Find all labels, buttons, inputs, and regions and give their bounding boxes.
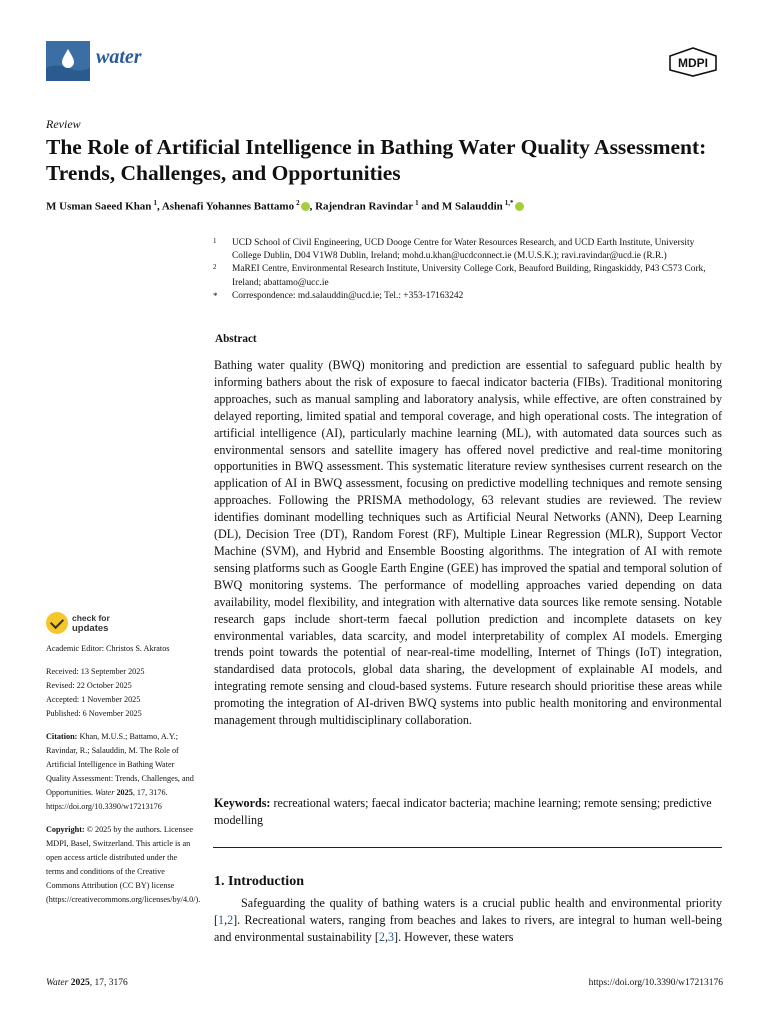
affiliation-mark: * xyxy=(213,290,218,301)
affiliation-1 xyxy=(213,237,725,263)
correspondence xyxy=(213,290,725,303)
citation-text: Khan, M.U.S.; Battamo, A.Y.; Ravindar, R.; Salauddin, M. The Role of Artificial Intelligence in Bathing Water Quality Assessment: Trends, Challenges, and Opportunities. xyxy=(46,732,194,797)
author-separator: , xyxy=(156,200,162,213)
citation-block xyxy=(46,730,196,814)
orcid-icon[interactable] xyxy=(301,202,310,211)
article-sidebar xyxy=(46,642,201,907)
affiliations xyxy=(213,237,725,303)
check-line-2: updates xyxy=(72,623,109,634)
citation-sep: , xyxy=(384,930,388,945)
author-affiliation-sup: 1 xyxy=(415,199,419,207)
intro-text-1: Safeguarding the quality of bathing waters is a crucial public health and environmental priority [ xyxy=(214,896,722,928)
water-drop-icon xyxy=(46,41,90,81)
publisher-logo[interactable] xyxy=(664,47,722,77)
citation-link[interactable]: 3 xyxy=(388,930,395,945)
keywords xyxy=(214,795,722,829)
publisher-name: MDPI xyxy=(678,56,708,70)
copyright-block xyxy=(46,823,201,907)
author-affiliation-sup: 1,* xyxy=(504,199,514,207)
affiliation-text: Correspondence: md.salauddin@ucd.ie; Tel.: +353-17163242 xyxy=(232,290,464,301)
intro-text-3: ]. However, these waters xyxy=(394,930,514,945)
check-line-1: check for xyxy=(72,613,110,623)
author-separator: and xyxy=(418,200,442,213)
author-name[interactable]: Rajendran Ravindar xyxy=(315,200,414,213)
divider xyxy=(213,847,722,848)
journal-logo xyxy=(46,41,90,81)
affiliation-2 xyxy=(213,263,725,289)
check-updates-icon xyxy=(46,612,68,634)
author-affiliation-sup: 1 xyxy=(153,199,157,207)
accepted-date: Accepted: 1 November 2025 xyxy=(46,695,141,704)
footer-rest: , 17, 3176 xyxy=(89,978,128,988)
author-list xyxy=(46,199,726,213)
footer-journal: Water xyxy=(46,978,69,988)
article-type: Review xyxy=(46,117,81,131)
check-for-updates-badge[interactable] xyxy=(46,612,166,640)
section-heading: 1. Introduction xyxy=(214,874,304,889)
citation-rest[interactable]: , 17, 3176. https://doi.org/10.3390/w17213176 xyxy=(46,788,168,811)
journal-name[interactable]: water xyxy=(96,46,142,68)
abstract-text: Bathing water quality (BWQ) monitoring and prediction are essential to safeguard public health by informing bathers about the risk of exposure to faecal indicator bacteria (FIBs). Traditional monitoring approaches, such as manual sampling and laboratory analysis, while effective, are often constrained by delayed reporting, limited spatial and temporal coverage, and high operational costs. The integration of artificial intelligence (AI), particularly machine learning (ML), with automated data sources such as environmental sensors and satellite imagery has offered novel predictive and real-time monitoring opportunities in BWQ assessment. This systematic literature review synthesises current research on the application of AI in BWQ assessment, focusing on predictive modelling techniques and remote sensing approaches. Following the PRISMA methodology, 63 relevant studies are reviewed. The review identifies dominant modelling techniques such as Artificial Neural Networks (ANN), Deep Learning (DL), Decision Tree (DT), Random Forest (RF), Multiple Linear Regression (MLR), Support Vector Machine (SVM), and Hybrid and Ensemble Boosting algorithms. The integration of AI with remote sensing platforms such as Google Earth Engine (GEE) has improved the spatial and temporal solution of BWQ monitoring systems. The performance of modelling approaches varied depending on data availability, model flexibility, and integration with alternative data sources like remote sensing. Notable research gaps include short-term faecal pollution prediction and incomplete datasets on key environmental variables, data scarcity, and model interpretability of complex AI models. Emerging trends point towards the potential of near-real-time modelling, Internet of Things (IoT) integration, standardised data protocols, global data sharing, the development of explainable AI models, and integrating remote sensing and cloud-based systems. Future research should prioritise these areas while promoting the integration of AI-driven BWQ systems into public health monitoring and environmental management through multidisciplinary collaboration. xyxy=(214,358,722,728)
author-name[interactable]: M Salauddin xyxy=(441,200,503,213)
author-name[interactable]: Ashenafi Yohannes Battamo xyxy=(161,200,295,213)
published-date: Published: 6 November 2025 xyxy=(46,709,142,718)
orcid-icon[interactable] xyxy=(515,202,524,211)
academic-editor: Academic Editor: Christos S. Akratos xyxy=(46,644,170,653)
affiliation-text: UCD School of Civil Engineering, UCD Dooge Centre for Water Resources Research, and UCD Earth Institute, University College Dublin, D04 V1W8 Dublin, Ireland; mohd.u.khan@ucdconnect.ie (M.U.S.K.); ravi.ravindar@ucd.ie (R.R.) xyxy=(232,238,695,262)
citation-label: Citation: xyxy=(46,732,78,741)
citation-year: 2025 xyxy=(116,788,133,797)
intro-text-2: ]. Recreational waters, ranging from beaches and lakes to rivers, are integral to human well-being and environmental sustainability [ xyxy=(214,913,722,945)
article-title: The Role of Artificial Intelligence in Bathing Water Quality Assessment: Trends, Challenges, and Opportunities xyxy=(46,135,707,185)
citation-journal: Water xyxy=(95,788,115,797)
footer-citation xyxy=(46,978,128,988)
author-name[interactable]: M Usman Saeed Khan xyxy=(46,200,152,213)
abstract-heading: Abstract xyxy=(215,333,257,345)
affiliation-mark: 2 xyxy=(213,263,217,272)
affiliation-mark: 1 xyxy=(213,237,217,245)
citation-sep: , xyxy=(224,913,228,928)
footer-doi-link[interactable]: https://doi.org/10.3390/w17213176 xyxy=(588,978,723,988)
keywords-text: recreational waters; faecal indicator bacteria; machine learning; remote sensing; predictive modelling xyxy=(214,796,712,827)
copyright-text: © 2025 by the authors. Licensee MDPI, Basel, Switzerland. This article is an open access article distributed under the terms and conditions of the Creative Commons Attribution (CC BY) license (https://creativecommons.org/licenses/by/4.0/). xyxy=(46,825,201,904)
footer-year: 2025 xyxy=(70,978,90,988)
citation-link[interactable]: 1 xyxy=(218,913,225,928)
keywords-label: Keywords: xyxy=(214,796,271,810)
copyright-label: Copyright: xyxy=(46,825,85,834)
author-separator: , xyxy=(309,200,316,213)
author-affiliation-sup: 2 xyxy=(296,199,300,207)
citation-link[interactable]: 2 xyxy=(227,913,234,928)
received-date: Received: 13 September 2025 xyxy=(46,667,145,676)
citation-link[interactable]: 2 xyxy=(378,930,385,945)
revised-date: Revised: 22 October 2025 xyxy=(46,681,132,690)
affiliation-text: MaREI Centre, Environmental Research Institute, University College Cork, Beauford Building, Ringaskiddy, P43 C573 Cork, Ireland; abattamo@ucc.ie xyxy=(232,264,706,288)
intro-paragraph xyxy=(214,895,722,947)
